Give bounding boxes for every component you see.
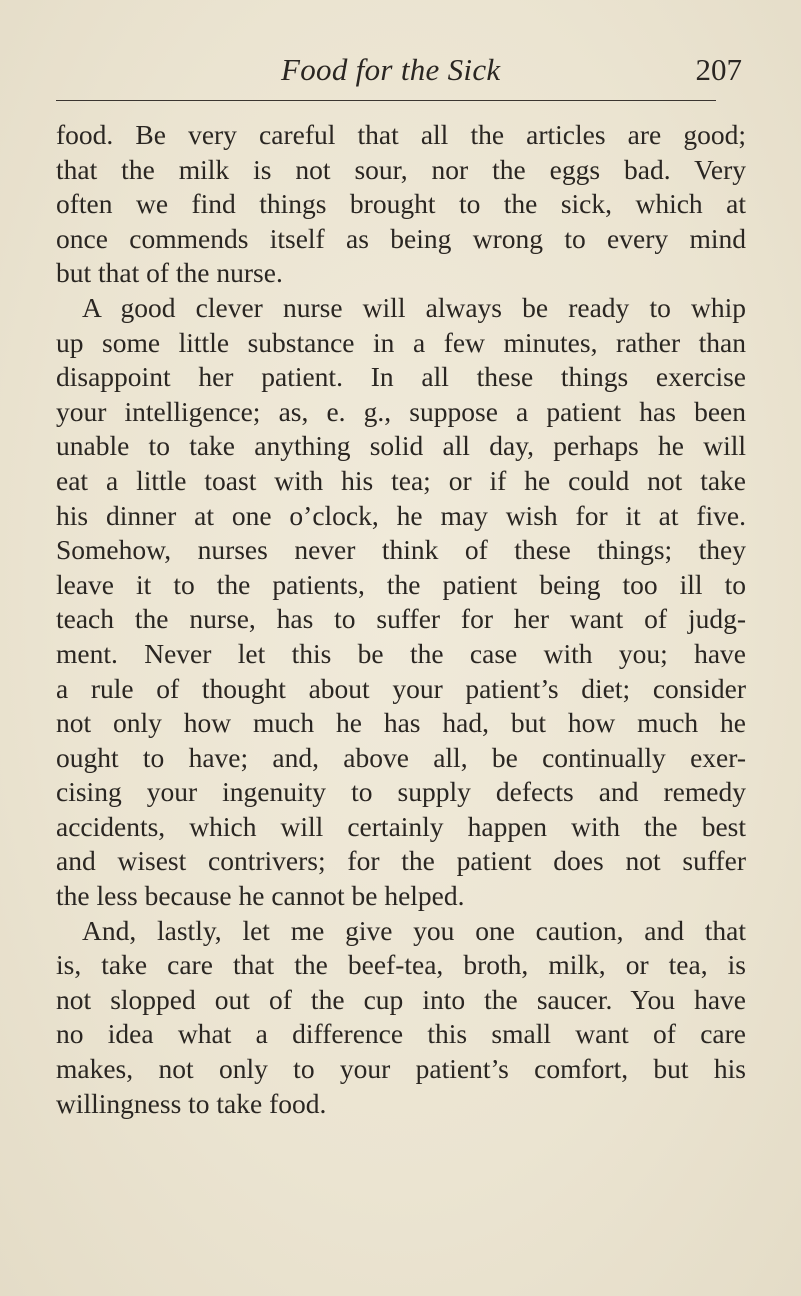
text-line: the less because he cannot be helped. [56, 880, 465, 912]
text-line: not slopped out of the cup into the saucer. You have [56, 983, 746, 1015]
text-line: often we find things brought to the sick, which at [56, 188, 746, 220]
text-line: willingness to take food. [56, 1087, 327, 1119]
text-line: that the milk is not sour, nor the eggs bad. Very [56, 153, 746, 185]
text-line: cising your ingenuity to supply defects and remedy [56, 776, 746, 808]
text-line: food. Be very careful that all the articles are good; [56, 119, 746, 150]
text-line: makes, not only to your patient’s comfort, but his [56, 1053, 746, 1085]
text-line: no idea what a difference this small want of care [56, 1018, 746, 1050]
text-line: A good clever nurse will always be ready to whip [82, 291, 746, 323]
running-head: Food for the Sick [281, 52, 501, 87]
text-line: once commends itself as being wrong to every mind [56, 222, 746, 254]
text-line: And, lastly, let me give you one caution, and that [82, 914, 746, 946]
text-line: leave it to the patients, the patient being too ill to [56, 568, 746, 600]
body-text [56, 118, 746, 1121]
text-line: is, take care that the beef-tea, broth, milk, or tea, is [56, 949, 746, 981]
text-line: but that of the nurse. [56, 257, 283, 289]
text-line: ought to have; and, above all, be continually exer- [56, 741, 746, 773]
page-header [56, 52, 742, 98]
text-line: eat a little toast with his tea; or if he could not take [56, 464, 746, 496]
text-line: teach the nurse, has to suffer for her want of judg- [56, 603, 746, 635]
text-line: a rule of thought about your patient’s diet; consider [56, 672, 746, 704]
text-line: unable to take anything solid all day, perhaps he will [56, 430, 746, 462]
page-number: 207 [695, 52, 742, 87]
text-line: disappoint her patient. In all these things exercise [56, 361, 746, 393]
text-line: your intelligence; as, e. g., suppose a patient has been [56, 395, 746, 427]
text-line: his dinner at one o’clock, he may wish for it at five. [56, 499, 746, 531]
text-line: Somehow, nurses never think of these things; they [56, 534, 746, 566]
text-line: ment. Never let this be the case with you; have [56, 637, 746, 669]
text-line: accidents, which will certainly happen with the best [56, 810, 746, 842]
text-line: up some little substance in a few minutes, rather than [56, 326, 746, 358]
text-line: and wisest contrivers; for the patient does not suffer [56, 845, 746, 877]
header-rule [56, 100, 716, 101]
text-line: not only how much he has had, but how much he [56, 707, 746, 739]
